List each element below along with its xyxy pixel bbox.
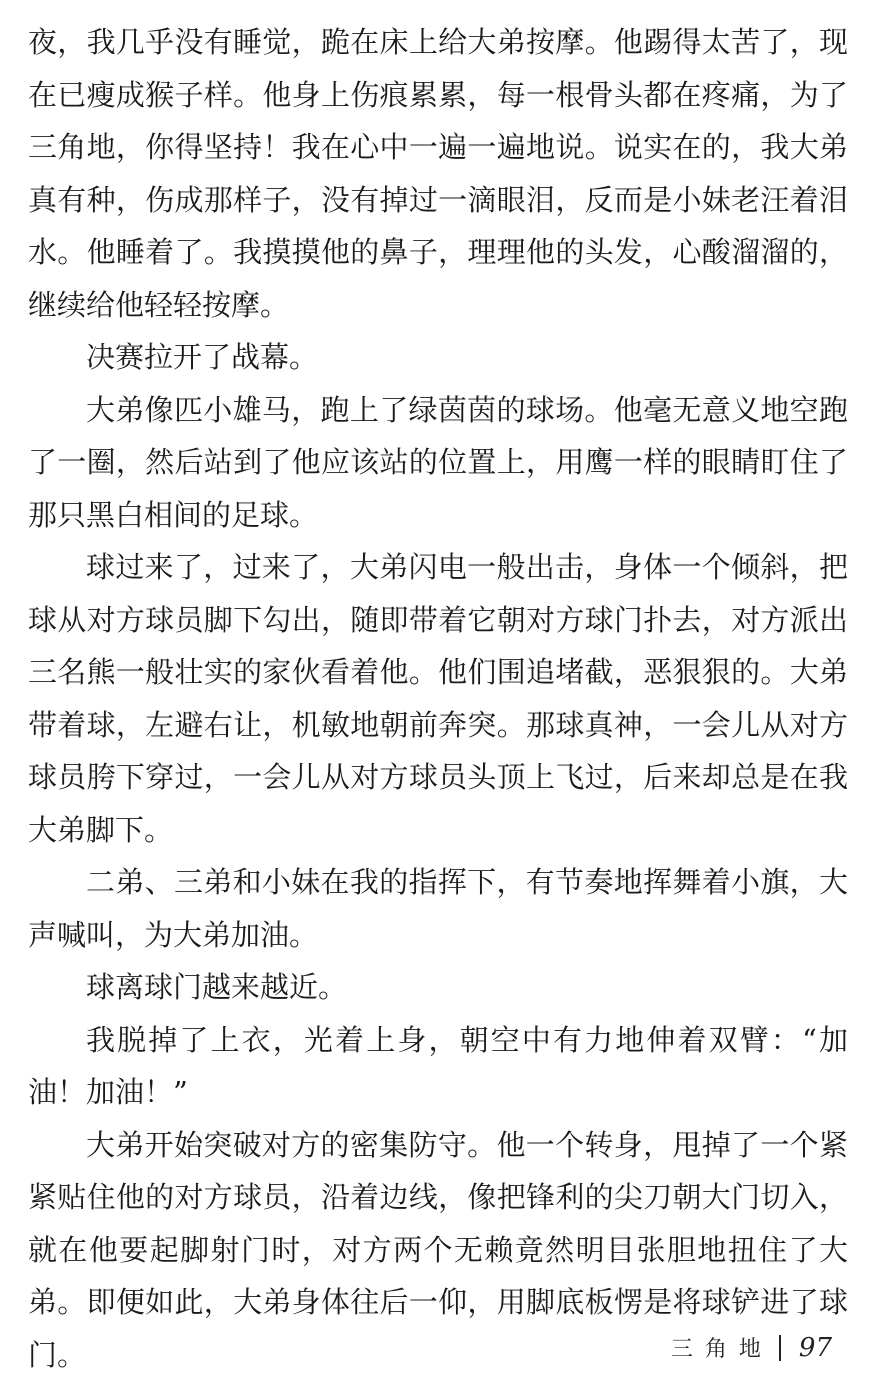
paragraph-6: 球离球门越来越近。	[86, 970, 348, 1004]
paragraph-5: 二弟、三弟和小妹在我的指挥下，有节奏地挥舞着小旗，大声喊叫，为大弟加油。	[28, 865, 848, 952]
paragraph-4: 球过来了，过来了，大弟闪电一般出击，身体一个倾斜，把球从对方球员脚下勾出，随即带着它朝对方球门扑去，对方派出三名熊一般壮实的家伙看着他。他们围追堵截，恶狠狠的。大弟带着球，左避右让，机敏地朝前奔突。那球真神，一会儿从对方球员胯下穿过，一会儿从对方球员头顶上飞过，后来却总是在我大弟脚下。	[28, 550, 848, 847]
page-body	[28, 16, 848, 1381]
paragraph-7: 我脱掉了上衣，光着上身，朝空中有力地伸着双臂：“加油！加油！”	[28, 1022, 848, 1109]
running-title: 三角地	[670, 1337, 773, 1362]
paragraph-8: 大弟开始突破对方的密集防守。他一个转身，甩掉了一个紧紧贴住他的对方球员，沿着边线，像把锋利的尖刀朝大门切入，就在他要起脚射门时，对方两个无赖竟然明目张胆地扭住了大弟。即便如此，大弟身体往后一仰，用脚底板愣是将球铲进了球门。	[28, 1127, 848, 1372]
footer-divider	[779, 1335, 781, 1361]
paragraph-1: 夜，我几乎没有睡觉，跪在床上给大弟按摩。他踢得太苦了，现在已瘦成猴子样。他身上伤痕累累，每一根骨头都在疼痛，为了三角地，你得坚持！我在心中一遍一遍地说。说实在的，我大弟真有种，伤成那样子，没有掉过一滴眼泪，反而是小妹老汪着泪水。他睡着了。我摸摸他的鼻子，理理他的头发，心酸溜溜的，继续给他轻轻按摩。	[28, 25, 848, 322]
paragraph-2: 决赛拉开了战幕。	[86, 340, 319, 374]
paragraph-3: 大弟像匹小雄马，跑上了绿茵茵的球场。他毫无意义地空跑了一圈，然后站到了他应该站的位置上，用鹰一样的眼睛盯住了那只黑白相间的足球。	[28, 392, 848, 532]
page-footer	[671, 1332, 832, 1363]
page-number: 97	[798, 1332, 832, 1363]
